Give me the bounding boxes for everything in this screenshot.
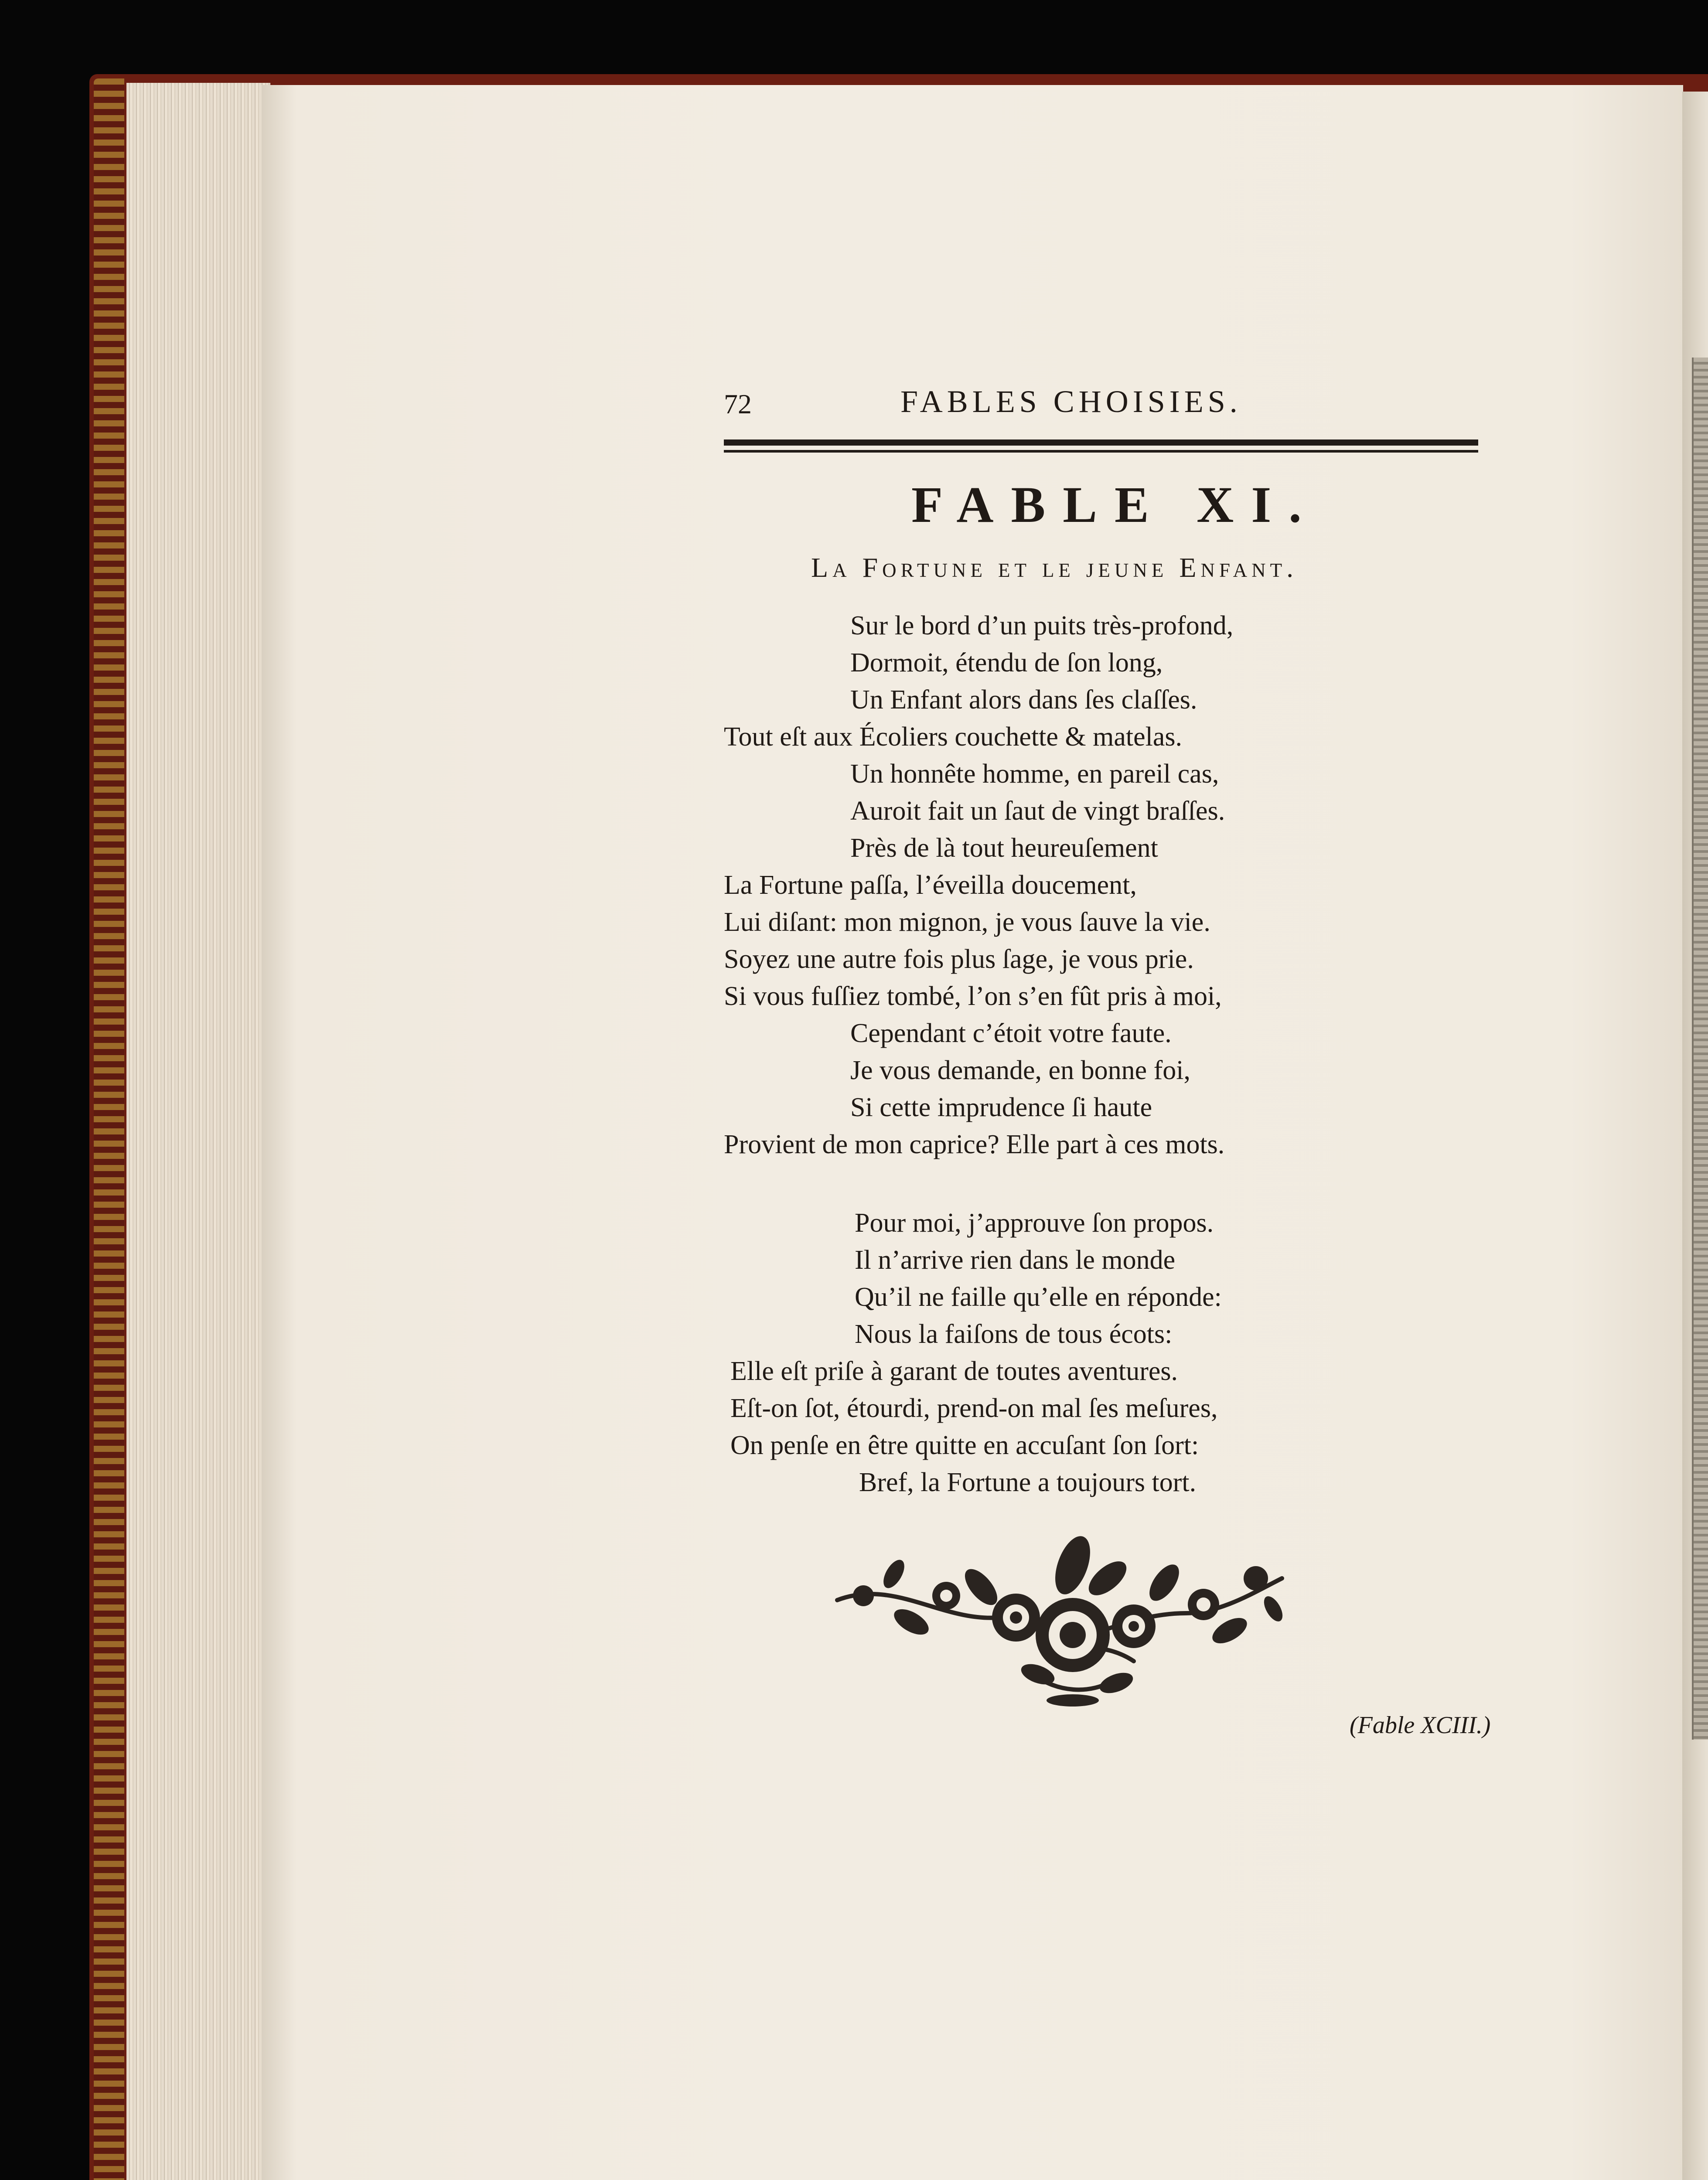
verse-line: Dormoit, étendu de ſon long,: [850, 648, 1163, 678]
verse-line: Cependant c’étoit votre faute.: [850, 1018, 1172, 1048]
verse-line: Sur le bord d’un puits très-profond,: [850, 611, 1234, 640]
verse-line: Un honnête homme, en pareil cas,: [850, 759, 1219, 789]
engraved-plate-edge: [1692, 358, 1708, 1740]
verse-line: Tout eſt aux Écoliers couchette & matelas.: [724, 722, 1183, 752]
fable-title: FABLE XI.: [911, 476, 1319, 533]
gilt-border: [94, 78, 124, 2180]
fable-subtitle: La Fortune et le jeune Enfant.: [811, 552, 1298, 583]
verse-line: Soyez une autre fois plus ſage, je vous prie.: [724, 944, 1194, 974]
verse-line: Pour moi, j’approuve ſon propos.: [855, 1208, 1214, 1238]
verse-line: Si cette imprudence ſi haute: [850, 1093, 1152, 1122]
verse-line: Je vous demande, en bonne foi,: [850, 1056, 1190, 1085]
verse-line: Bref, la Fortune a toujours tort.: [859, 1468, 1197, 1497]
page-number: 72: [724, 388, 752, 419]
verse-line: Provient de mon caprice? Elle part à ces mots.: [724, 1130, 1225, 1159]
verse-line: Il n’arrive rien dans le monde: [855, 1245, 1176, 1275]
floral-vignette-icon: [828, 1530, 1291, 1713]
page-edges: [126, 83, 270, 2180]
catchword: (Fable XCIII.): [1350, 1712, 1491, 1739]
verse-line: Près de là tout heureuſement: [850, 833, 1158, 863]
verse-line: La Fortune paſſa, l’éveilla doucement,: [724, 870, 1137, 900]
verse-line: Elle eſt priſe à garant de toutes aventures.: [730, 1356, 1178, 1386]
verse-line: Lui diſant: mon mignon, je vous ſauve la vie.: [724, 907, 1210, 937]
verse-line: Qu’il ne faille qu’elle en réponde:: [855, 1282, 1222, 1312]
verse-line: Nous la faiſons de tous écots:: [855, 1319, 1173, 1349]
running-head: FABLES CHOISIES.: [900, 384, 1242, 419]
verse-line: Auroit fait un ſaut de vingt braſſes.: [850, 796, 1225, 826]
verse-line: On penſe en être quitte en accuſant ſon ſort:: [730, 1431, 1199, 1460]
header-rule-thin: [724, 450, 1478, 453]
verse-line: Eſt-on ſot, étourdi, prend-on mal ſes meſures,: [730, 1393, 1218, 1423]
header-rule-thick: [724, 439, 1478, 446]
verse-line: Si vous fuſſiez tombé, l’on s’en fût pris à moi,: [724, 981, 1222, 1011]
verse-line: Un Enfant alors dans ſes claſſes.: [850, 685, 1197, 715]
